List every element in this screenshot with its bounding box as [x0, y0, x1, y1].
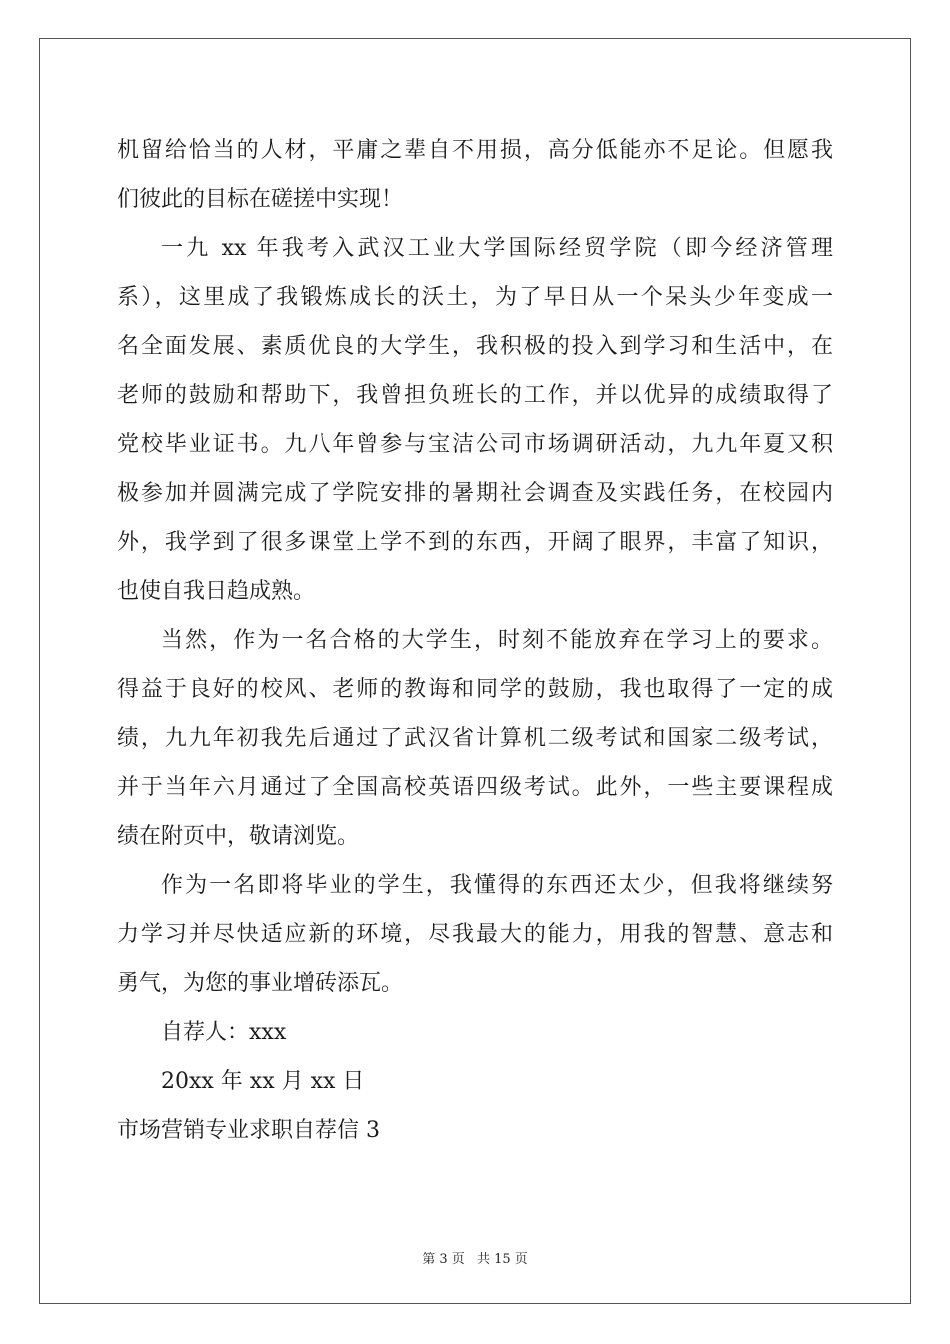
text-line: 得益于良好的校风、老师的教诲和同学的鼓励，我也取得了一定的成	[117, 677, 833, 702]
text-line: 们彼此的目标在磋搓中实现！	[117, 187, 404, 212]
text-line: 勇气，为您的事业增砖添瓦。	[117, 971, 404, 996]
text-line: 极参加并圆满完成了学院安排的暑期社会调查及实践任务，在校园内	[117, 481, 833, 506]
text-line: 外，我学到了很多课堂上学不到的东西，开阔了眼界，丰富了知识，	[117, 530, 833, 555]
text-line: 绩在附页中，敬请浏览。	[117, 824, 360, 849]
page-number: 第 3 页	[422, 1252, 465, 1267]
text-line: 力学习并尽快适应新的环境，尽我最大的能力，用我的智慧、意志和	[117, 922, 833, 947]
text-line: 党校毕业证书。九八年曾参与宝洁公司市场调研活动，九九年夏又积	[117, 432, 833, 457]
page-footer	[0, 1248, 950, 1267]
date: 20xx 年 xx 月 xx 日	[161, 1069, 365, 1094]
page-total: 共 15 页	[476, 1252, 528, 1267]
text-line: 系），这里成了我锻炼成长的沃土，为了早日从一个呆头少年变成一	[117, 285, 833, 310]
text-line: 机留给恰当的人材，平庸之辈自不用损，高分低能亦不足论。但愿我	[117, 138, 833, 163]
next-section-title: 市场营销专业求职自荐信 3	[117, 1118, 380, 1143]
signature: 自荐人：xxx	[161, 1020, 287, 1045]
text-line: 作为一名即将毕业的学生，我懂得的东西还太少，但我将继续努	[161, 873, 833, 898]
text-line: 当然，作为一名合格的大学生，时刻不能放弃在学习上的要求。	[161, 628, 833, 653]
text-line: 并于当年六月通过了全国高校英语四级考试。此外，一些主要课程成	[117, 775, 833, 800]
text-line: 一九 xx 年我考入武汉工业大学国际经贸学院（即今经济管理	[161, 236, 833, 261]
text-line: 绩，九九年初我先后通过了武汉省计算机二级考试和国家二级考试，	[117, 726, 833, 751]
text-line: 名全面发展、素质优良的大学生，我积极的投入到学习和生活中，在	[117, 334, 833, 359]
document-body	[117, 126, 833, 1155]
text-line: 也使自我日趋成熟。	[117, 579, 316, 604]
text-line: 老师的鼓励和帮助下，我曾担负班长的工作，并以优异的成绩取得了	[117, 383, 833, 408]
